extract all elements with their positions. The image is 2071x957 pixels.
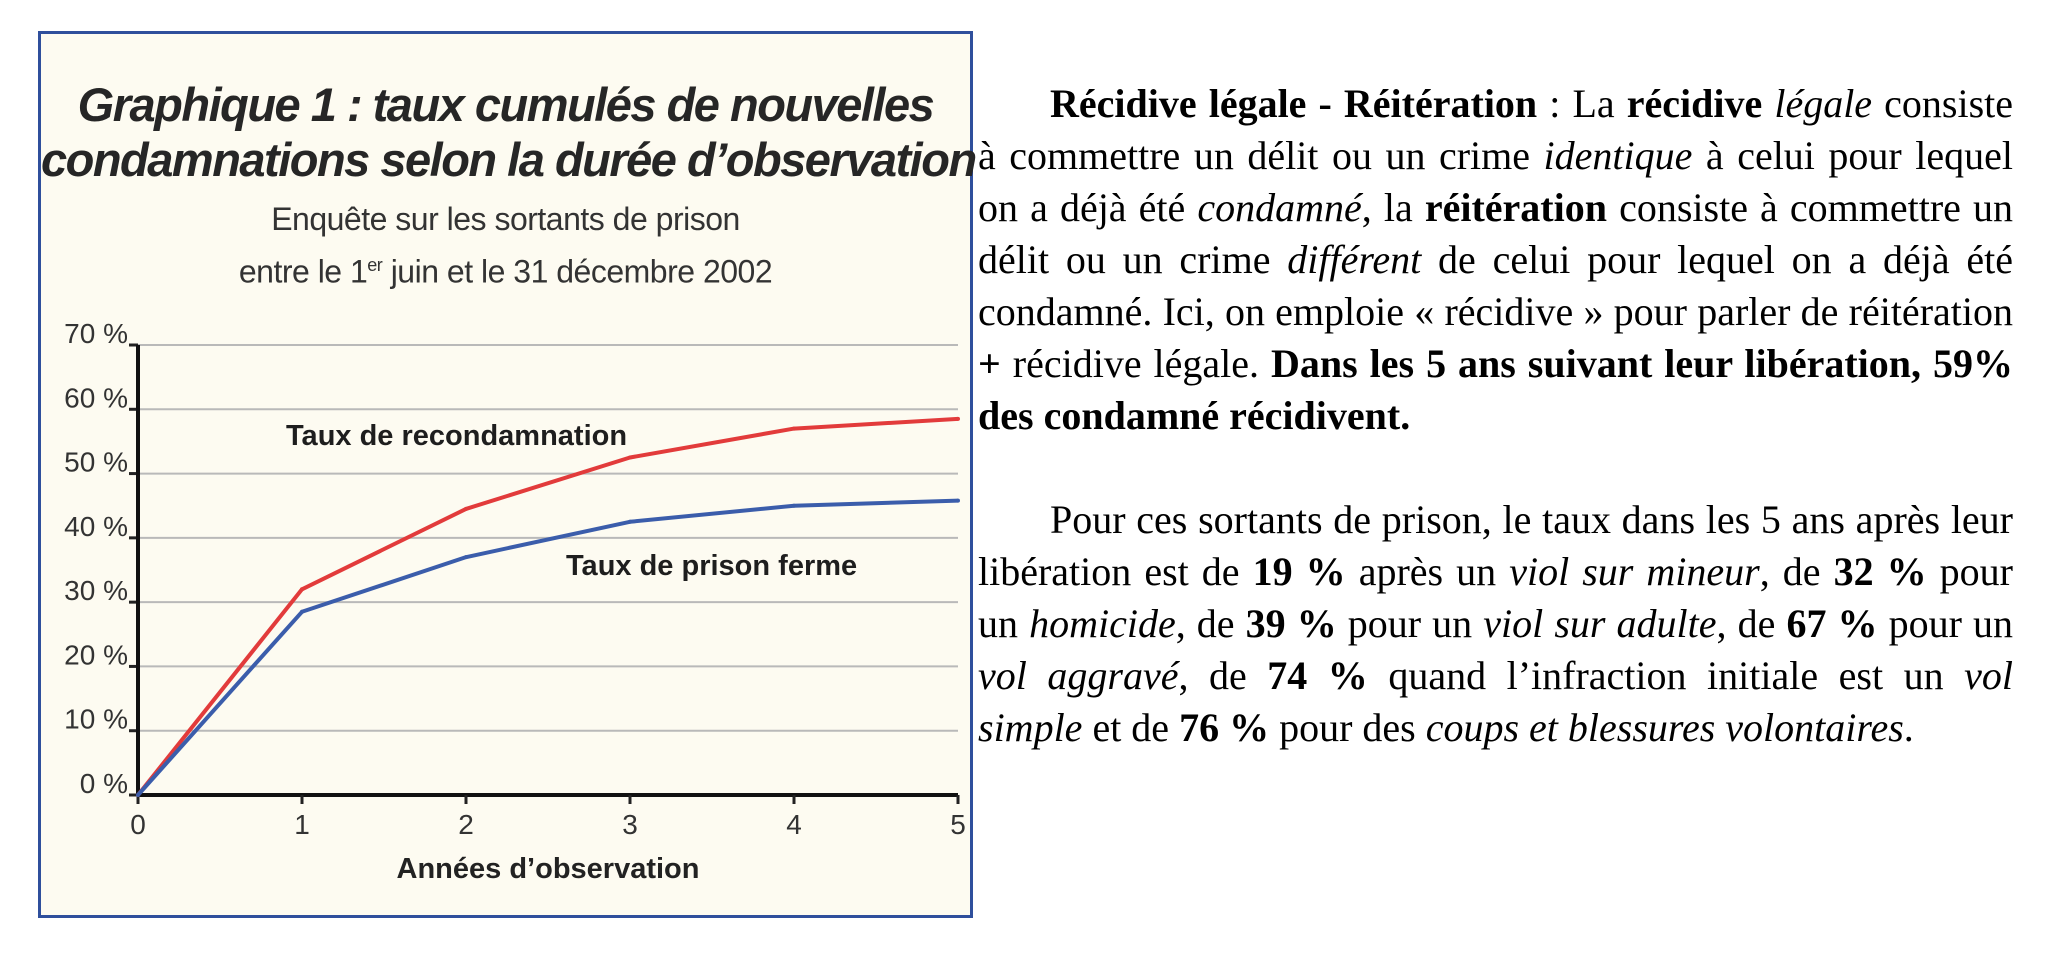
italic-term: légale	[1774, 81, 1873, 126]
italic-term: identique	[1543, 133, 1693, 178]
text-run: , de	[1759, 549, 1834, 594]
italic-term: condamné	[1197, 185, 1362, 230]
x-tick-label: 0	[130, 809, 146, 840]
x-tick-label: 1	[294, 809, 310, 840]
rate-value: 74 %	[1267, 653, 1368, 698]
y-tick-label: 20 %	[64, 639, 128, 671]
text-column	[978, 78, 2013, 754]
text-run: Pour ces sortants de prison, le taux dans les 5 ans après leur libération est de	[978, 497, 2013, 594]
text-run: à celui pour lequel on a déjà été	[978, 133, 2014, 230]
series-point	[956, 417, 960, 421]
x-tick-label: 4	[786, 809, 802, 840]
subtitle-line-2-start: entre le 1	[238, 253, 368, 290]
text-run: pour un	[978, 549, 2014, 646]
text-run: : La	[1537, 81, 1627, 126]
y-tick-label: 70 %	[64, 318, 128, 349]
y-tick-label: 10 %	[64, 703, 128, 735]
x-tick-label: 3	[622, 809, 638, 840]
x-axis-label: Années d’observation	[396, 853, 700, 885]
y-tick-label: 50 %	[64, 446, 128, 478]
offense-term: coups et blessures volontaires	[1425, 705, 1904, 750]
y-tick-label: 0 %	[79, 768, 128, 799]
series-line	[138, 419, 958, 795]
paragraph-definition	[978, 78, 2013, 442]
series-point	[300, 587, 304, 591]
subtitle-superscript: er	[367, 255, 383, 275]
series-point	[464, 507, 468, 511]
offense-term: homicide	[1029, 601, 1176, 646]
rate-value: 67 %	[1786, 601, 1878, 646]
chart-title-line-2: condamnations selon la durée d’observation	[41, 133, 976, 186]
series-line	[138, 501, 958, 795]
text-run: et de	[1082, 705, 1180, 750]
section-heading: Récidive légale - Réitération	[1050, 81, 1538, 126]
line-chart	[41, 34, 976, 915]
x-tick-label: 5	[950, 809, 966, 840]
text-run: , de	[1175, 601, 1246, 646]
rate-value: 19 %	[1252, 549, 1346, 594]
series-point	[464, 555, 468, 559]
bold-term: réitération	[1424, 185, 1607, 230]
rate-value: 76 %	[1179, 705, 1270, 750]
y-tick-label: 60 %	[64, 382, 128, 414]
text-run: consiste à commettre un délit ou un crime	[978, 185, 2014, 282]
offense-term: viol sur adulte	[1483, 601, 1717, 646]
y-tick-label: 40 %	[64, 510, 128, 542]
series-label-prison-ferme: Taux de prison ferme	[566, 550, 858, 582]
offense-term: vol simple	[978, 653, 2014, 750]
rate-value: 32 %	[1833, 549, 1927, 594]
offense-term: vol aggravé	[978, 653, 1179, 698]
x-tick-label: 2	[458, 809, 474, 840]
series-point	[956, 499, 960, 503]
series-point	[628, 520, 632, 524]
rate-value: 39 %	[1245, 601, 1337, 646]
text-run: pour un	[1877, 601, 2013, 646]
series-point	[792, 504, 796, 508]
series-point	[628, 456, 632, 460]
key-finding: Dans les 5 ans suivant leur libération, 59% des condamné récidivent.	[978, 341, 2014, 438]
text-run: après un	[1345, 549, 1510, 594]
chart-panel	[38, 31, 976, 918]
series-point	[136, 793, 140, 797]
text-run: , de	[1716, 601, 1787, 646]
text-run: pour un	[1336, 601, 1484, 646]
text-run: consiste à commettre un délit ou un crime	[978, 81, 2014, 178]
text-run	[1762, 81, 1774, 126]
chart-subtitle-line-1: Enquête sur les sortants de prison	[271, 201, 740, 237]
y-tick-label: 30 %	[64, 575, 128, 607]
subtitle-line-2-end: juin et le 31 décembre 2002	[382, 253, 773, 290]
text-run: quand l’infraction initiale est un	[1367, 653, 1965, 698]
series-point	[792, 427, 796, 431]
text-run: , de	[1178, 653, 1268, 698]
text-run: pour des	[1269, 705, 1426, 750]
chart-title-line-1: Graphique 1 : taux cumulés de nouvelles	[77, 78, 934, 131]
offense-term: viol sur mineur	[1509, 549, 1760, 594]
text-run: , la	[1361, 185, 1425, 230]
bold-term: récidive	[1626, 81, 1763, 126]
bold-term: +	[978, 341, 1001, 386]
series-point	[300, 610, 304, 614]
text-run: .	[1903, 705, 1914, 750]
italic-term: différent	[1287, 237, 1422, 282]
paragraph-rates	[978, 494, 2013, 754]
series-label-recondamnation: Taux de recondamnation	[286, 420, 628, 452]
text-run: de celui pour lequel on a déjà été condamné. Ici, on emploie « récidive » pour parler de réitération	[978, 237, 2013, 334]
text-run: récidive légale.	[1000, 341, 1271, 386]
